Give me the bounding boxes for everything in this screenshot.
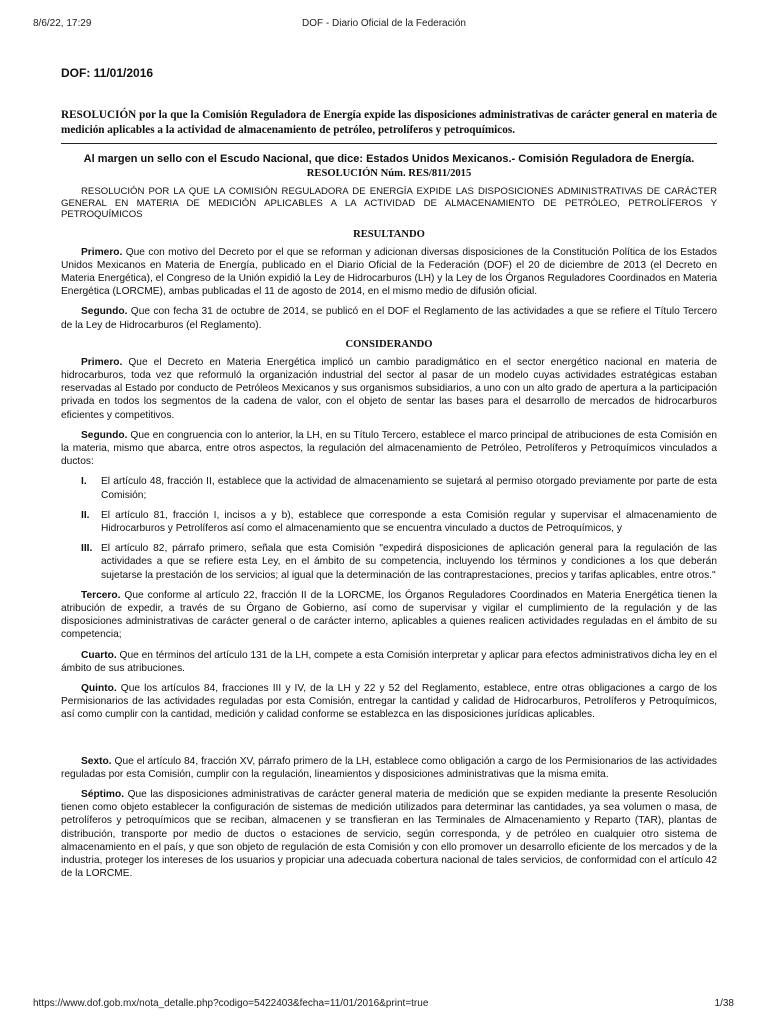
considerando-heading: CONSIDERANDO xyxy=(345,338,433,350)
resultando-paragraph xyxy=(61,305,717,331)
resolution-number: RESOLUCIÓN Núm. RES/811/2015 xyxy=(306,168,472,179)
paragraph-label: Sexto. xyxy=(81,755,112,767)
margin-note: Al margen un sello con el Escudo Nacional, que dice: Estados Unidos Mexicanos.- Comisión Reguladora de Energía. xyxy=(83,153,695,165)
paragraph-text: Que el artículo 84, fracción XV, párrafo primero de la LH, establece como obligación a cargo de los Permisionarios de las actividades reguladas por esta Comisión, cumplir con la regulación, lineamientos y disposiciones administrativas que la misma emita. xyxy=(61,755,717,780)
paragraph-label: Segundo. xyxy=(81,306,128,318)
considerando-paragraph xyxy=(61,589,717,642)
paragraph-text: Que con fecha 31 de octubre de 2014, se publicó en el DOF el Reglamento de las actividades a que se refiere el Título Tercero de la Ley de Hidrocarburos (el Reglamento). xyxy=(61,306,717,331)
paragraph-label: Quinto. xyxy=(81,682,117,694)
considerando-paragraph xyxy=(61,788,717,880)
fraction-number: I. xyxy=(81,476,87,488)
considerando-paragraph xyxy=(61,356,717,422)
dof-date: DOF: 11/01/2016 xyxy=(61,66,154,80)
considerando-paragraph xyxy=(61,682,717,722)
paragraph-label: Primero. xyxy=(81,246,123,258)
resultando-heading: RESULTANDO xyxy=(353,228,425,240)
paragraph-text: Que en términos del artículo 131 de la LH, compete a esta Comisión interpretar y aplicar para efectos administrativos dicha ley en el ámbito de sus atribuciones. xyxy=(61,649,717,674)
paragraph-text: Que los artículos 84, fracciones III y IV, de la LH y 22 y 52 del Reglamento, establece, entre otras obligaciones a cargo de los Permisionarios de las actividades reguladas por esta Comisión, entregar la cantidad y calidad de Hidrocarburos, Petrolíferos y Petroquímicos, así como cumplir con la cantidad, medición y calidad conforme se establezca en las disposiciones jurídicas aplicables. xyxy=(61,682,717,721)
considerando-paragraph xyxy=(61,755,717,781)
paragraph-label: Séptimo. xyxy=(81,789,125,800)
print-timestamp: 8/6/22, 17:29 xyxy=(33,18,92,29)
fraction-text: El artículo 81, fracción I, incisos a y b), establece que corresponde a esta Comisión regular y supervisar el almacenamiento de Hidrocarburos y Petrolíferos así como el almacenamiento que se encuentra vinculado a ductos de Petroquímicos, y xyxy=(101,509,717,534)
paragraph-text: Que con motivo del Decreto por el que se reforman y adicionan diversas disposiciones de la Constitución Política de los Estados Unidos Mexicanos en Materia de Energía, publicado en el Diario Oficial de la Federación (DOF) el 20 de diciembre de 2013 (el Decreto en Materia Energética), el Congreso de la Unión expidió la Ley de Hidrocarburos (LH) y la Ley de los Órganos Reguladores Coordinados en Materia Energética (LORCME), ambas publicadas el 11 de agosto de 2014, en el mismo medio de difusión oficial. xyxy=(61,246,717,298)
fraction-number: III. xyxy=(81,543,93,555)
print-url: https://www.dof.gob.mx/nota_detalle.php?codigo=5422403&fecha=11/01/2016&print=true xyxy=(33,998,429,1009)
page-number: 1/38 xyxy=(714,998,734,1009)
paragraph-text: Que las disposiciones administrativas de carácter general materia de medición que se expiden mediante la presente Resolución tienen como objeto establecer la configuración de sistemas de medición utilizados para determinar las cantidades, ya sea volumen o masa, de petrolíferos y petroquímicos que se reciban, almacenen y se transfieran en las Terminales de Almacenamiento y Reparto (TAR), plantas de distribución, transporte por medio de ductos o estaciones de servicio, según corresponda, y de petróleo en cualquier otro sistema de almacenamiento en el país, y que son objeto de regulación de esta Comisión y con ello promover un desarrollo eficiente de los mercados y de la industria, proteger los intereses de los usuarios y propiciar una adecuada cobertura nacional de tales servicios, de conformidad con el artículo 42 de la LORCME. xyxy=(61,789,717,880)
resolution-caps-title: RESOLUCIÓN POR LA QUE LA COMISIÓN REGULADORA DE ENERGÍA EXPIDE LAS DISPOSICIONES ADMINISTRATIVAS DE CARÁCTER GENERAL EN MATERIA DE MEDICIÓN APLICABLES A LA ACTIVIDAD DE ALMACENAMIENTO DE PETRÓLEO, PETROLÍFEROS Y PETROQUÍMICOS xyxy=(61,186,717,220)
document-body xyxy=(61,66,717,887)
print-footer xyxy=(0,994,768,1024)
paragraph-label: Segundo. xyxy=(81,429,128,441)
paragraph-text: Que el Decreto en Materia Energética implicó un cambio paradigmático en el sector energético nacional en materia de hidrocarburos, toda vez que reformuló la organización industrial del sector al pasar de un modelo cuyas actividades estratégicas estaban reservadas al Estado por conducto de Petróleos Mexicanos y sus organismos subsidiarios, a uno con un alto grado de apertura a la participación privada en todos los segmentos de la cadena de valor, con el objeto de sentar las bases para el desarrollo de mercados de hidrocarburos eficientes y competitivos. xyxy=(61,356,717,421)
paragraph-label: Tercero. xyxy=(81,589,121,601)
considerando-paragraph xyxy=(61,429,717,469)
fraction-text: El artículo 48, fracción II, establece que la actividad de almacenamiento se sujetará al permiso otorgado previamente por parte de esta Comisión; xyxy=(101,476,717,501)
print-page-title: DOF - Diario Oficial de la Federación xyxy=(302,18,466,29)
resolution-title: RESOLUCIÓN por la que la Comisión Reguladora de Energía expide las disposiciones administrativas de carácter general en materia de medición aplicables a la actividad de almacenamiento de petróleo, petrolíferos y petroquímicos. xyxy=(61,108,717,144)
fraction-item xyxy=(61,509,717,535)
fraction-number: II. xyxy=(81,509,90,521)
paragraph-label: Primero. xyxy=(81,356,123,368)
paragraph-text: Que conforme al artículo 22, fracción II de la LORCME, los Órganos Reguladores Coordinados en Materia Energética tienen la atribución de expedir, a través de su Órgano de Gobierno, así como de supervisar y vigilar el cumplimiento de la regulación y de las disposiciones administrativas de carácter general o de carácter interno, aplicables a quienes realicen actividades reguladas en el ámbito de su competencia; xyxy=(61,589,717,641)
paragraph-gap xyxy=(61,729,717,755)
paragraph-text: Que en congruencia con lo anterior, la LH, en su Título Tercero, establece el marco principal de atribuciones de esta Comisión en la materia, mismo que abarca, entre otros aspectos, la regulación del almacenamiento de Petróleo, Petrolíferos y Petroquímicos vinculados a ductos: xyxy=(61,429,717,468)
fraction-item xyxy=(61,542,717,582)
fraction-text: El artículo 82, párrafo primero, señala que esta Comisión "expedirá disposiciones de aplicación general para la regulación de las actividades a que se refiere esta Ley, en el ámbito de su competencia, incluyendo los términos y condiciones a los que deberán sujetarse la prestación de los servicios; al igual que la determinación de las contraprestaciones, precios y tarifas aplicables, entre otros." xyxy=(101,543,717,581)
print-header xyxy=(0,0,768,40)
paragraph-label: Cuarto. xyxy=(81,649,117,661)
fraction-item xyxy=(61,475,717,501)
considerando-paragraph xyxy=(61,649,717,675)
resultando-paragraph xyxy=(61,246,717,299)
